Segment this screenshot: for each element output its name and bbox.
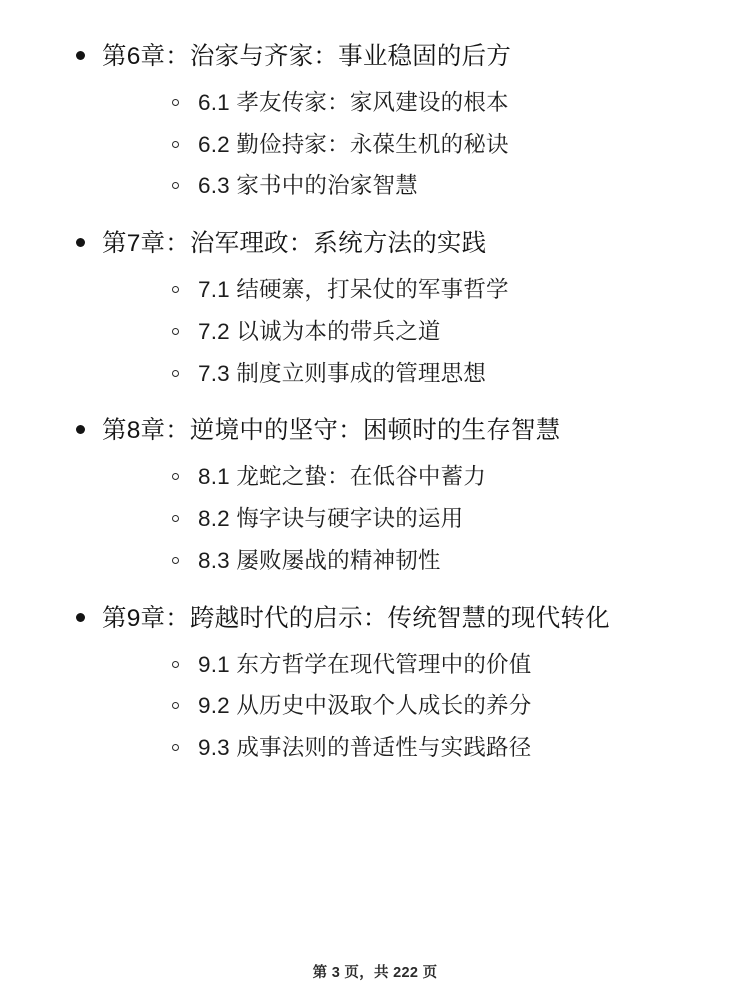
- section-title: 7.3 制度立则事成的管理思想: [198, 360, 487, 386]
- bullet-hollow-icon: [172, 286, 179, 293]
- toc-section: [102, 731, 692, 765]
- bullet-hollow-icon: [172, 661, 179, 668]
- section-title: 8.1 龙蛇之蛰：在低谷中蓄力: [198, 464, 487, 490]
- section-title: 6.3 家书中的治家智慧: [198, 173, 418, 199]
- toc-section: [102, 273, 692, 307]
- toc-section: [102, 128, 692, 162]
- toc-section: [102, 544, 692, 578]
- section-title: 8.3 屡败屡战的精神韧性: [198, 547, 441, 573]
- bullet-hollow-icon: [172, 328, 179, 335]
- section-title: 9.2 从历史中汲取个人成长的养分: [198, 693, 532, 719]
- bullet-hollow-icon: [172, 744, 179, 751]
- chapter-title: 第8章：逆境中的坚守：困顿时的生存智慧: [102, 417, 561, 445]
- chapter-sections: [102, 648, 692, 765]
- chapter-title: 第7章：治军理政：系统方法的实践: [102, 230, 487, 258]
- toc-chapter: [58, 225, 692, 390]
- toc-section: [102, 169, 692, 203]
- section-title: 9.1 东方哲学在现代管理中的价值: [198, 651, 532, 677]
- chapter-sections: [102, 86, 692, 203]
- section-title: 8.2 悔字诀与硬字诀的运用: [198, 506, 464, 532]
- toc-section: [102, 315, 692, 349]
- toc-chapter: [58, 412, 692, 577]
- bullet-hollow-icon: [172, 515, 179, 522]
- chapter-sections: [102, 460, 692, 577]
- toc-chapter: [58, 600, 692, 765]
- bullet-filled-icon: [76, 425, 85, 434]
- bullet-hollow-icon: [172, 702, 179, 709]
- bullet-hollow-icon: [172, 370, 179, 377]
- section-title: 7.2 以诚为本的带兵之道: [198, 318, 441, 344]
- bullet-hollow-icon: [172, 141, 179, 148]
- toc-chapter: [58, 38, 692, 203]
- section-title: 9.3 成事法则的普适性与实践路径: [198, 735, 532, 761]
- toc-section: [102, 502, 692, 536]
- bullet-filled-icon: [76, 51, 85, 60]
- section-title: 7.1 结硬寨，打呆仗的军事哲学: [198, 277, 509, 303]
- toc-section: [102, 86, 692, 120]
- bullet-filled-icon: [76, 613, 85, 622]
- section-title: 6.1 孝友传家：家风建设的根本: [198, 89, 509, 115]
- chapter-sections: [102, 273, 692, 390]
- bullet-hollow-icon: [172, 182, 179, 189]
- bullet-hollow-icon: [172, 557, 179, 564]
- chapter-title: 第6章：治家与齐家：事业稳固的后方: [102, 43, 512, 70]
- toc-section: [102, 357, 692, 391]
- toc-section: [102, 460, 692, 494]
- section-title: 6.2 勤俭持家：永葆生机的秘诀: [198, 131, 509, 157]
- bullet-filled-icon: [76, 238, 85, 247]
- toc-section: [102, 689, 692, 723]
- toc-section: [102, 648, 692, 682]
- table-of-contents: [58, 38, 692, 765]
- bullet-hollow-icon: [172, 473, 179, 480]
- chapter-title: 第9章：跨越时代的启示：传统智慧的现代转化: [102, 604, 610, 632]
- bullet-hollow-icon: [172, 99, 179, 106]
- page-footer: 第 3 页，共 222 页: [312, 965, 438, 981]
